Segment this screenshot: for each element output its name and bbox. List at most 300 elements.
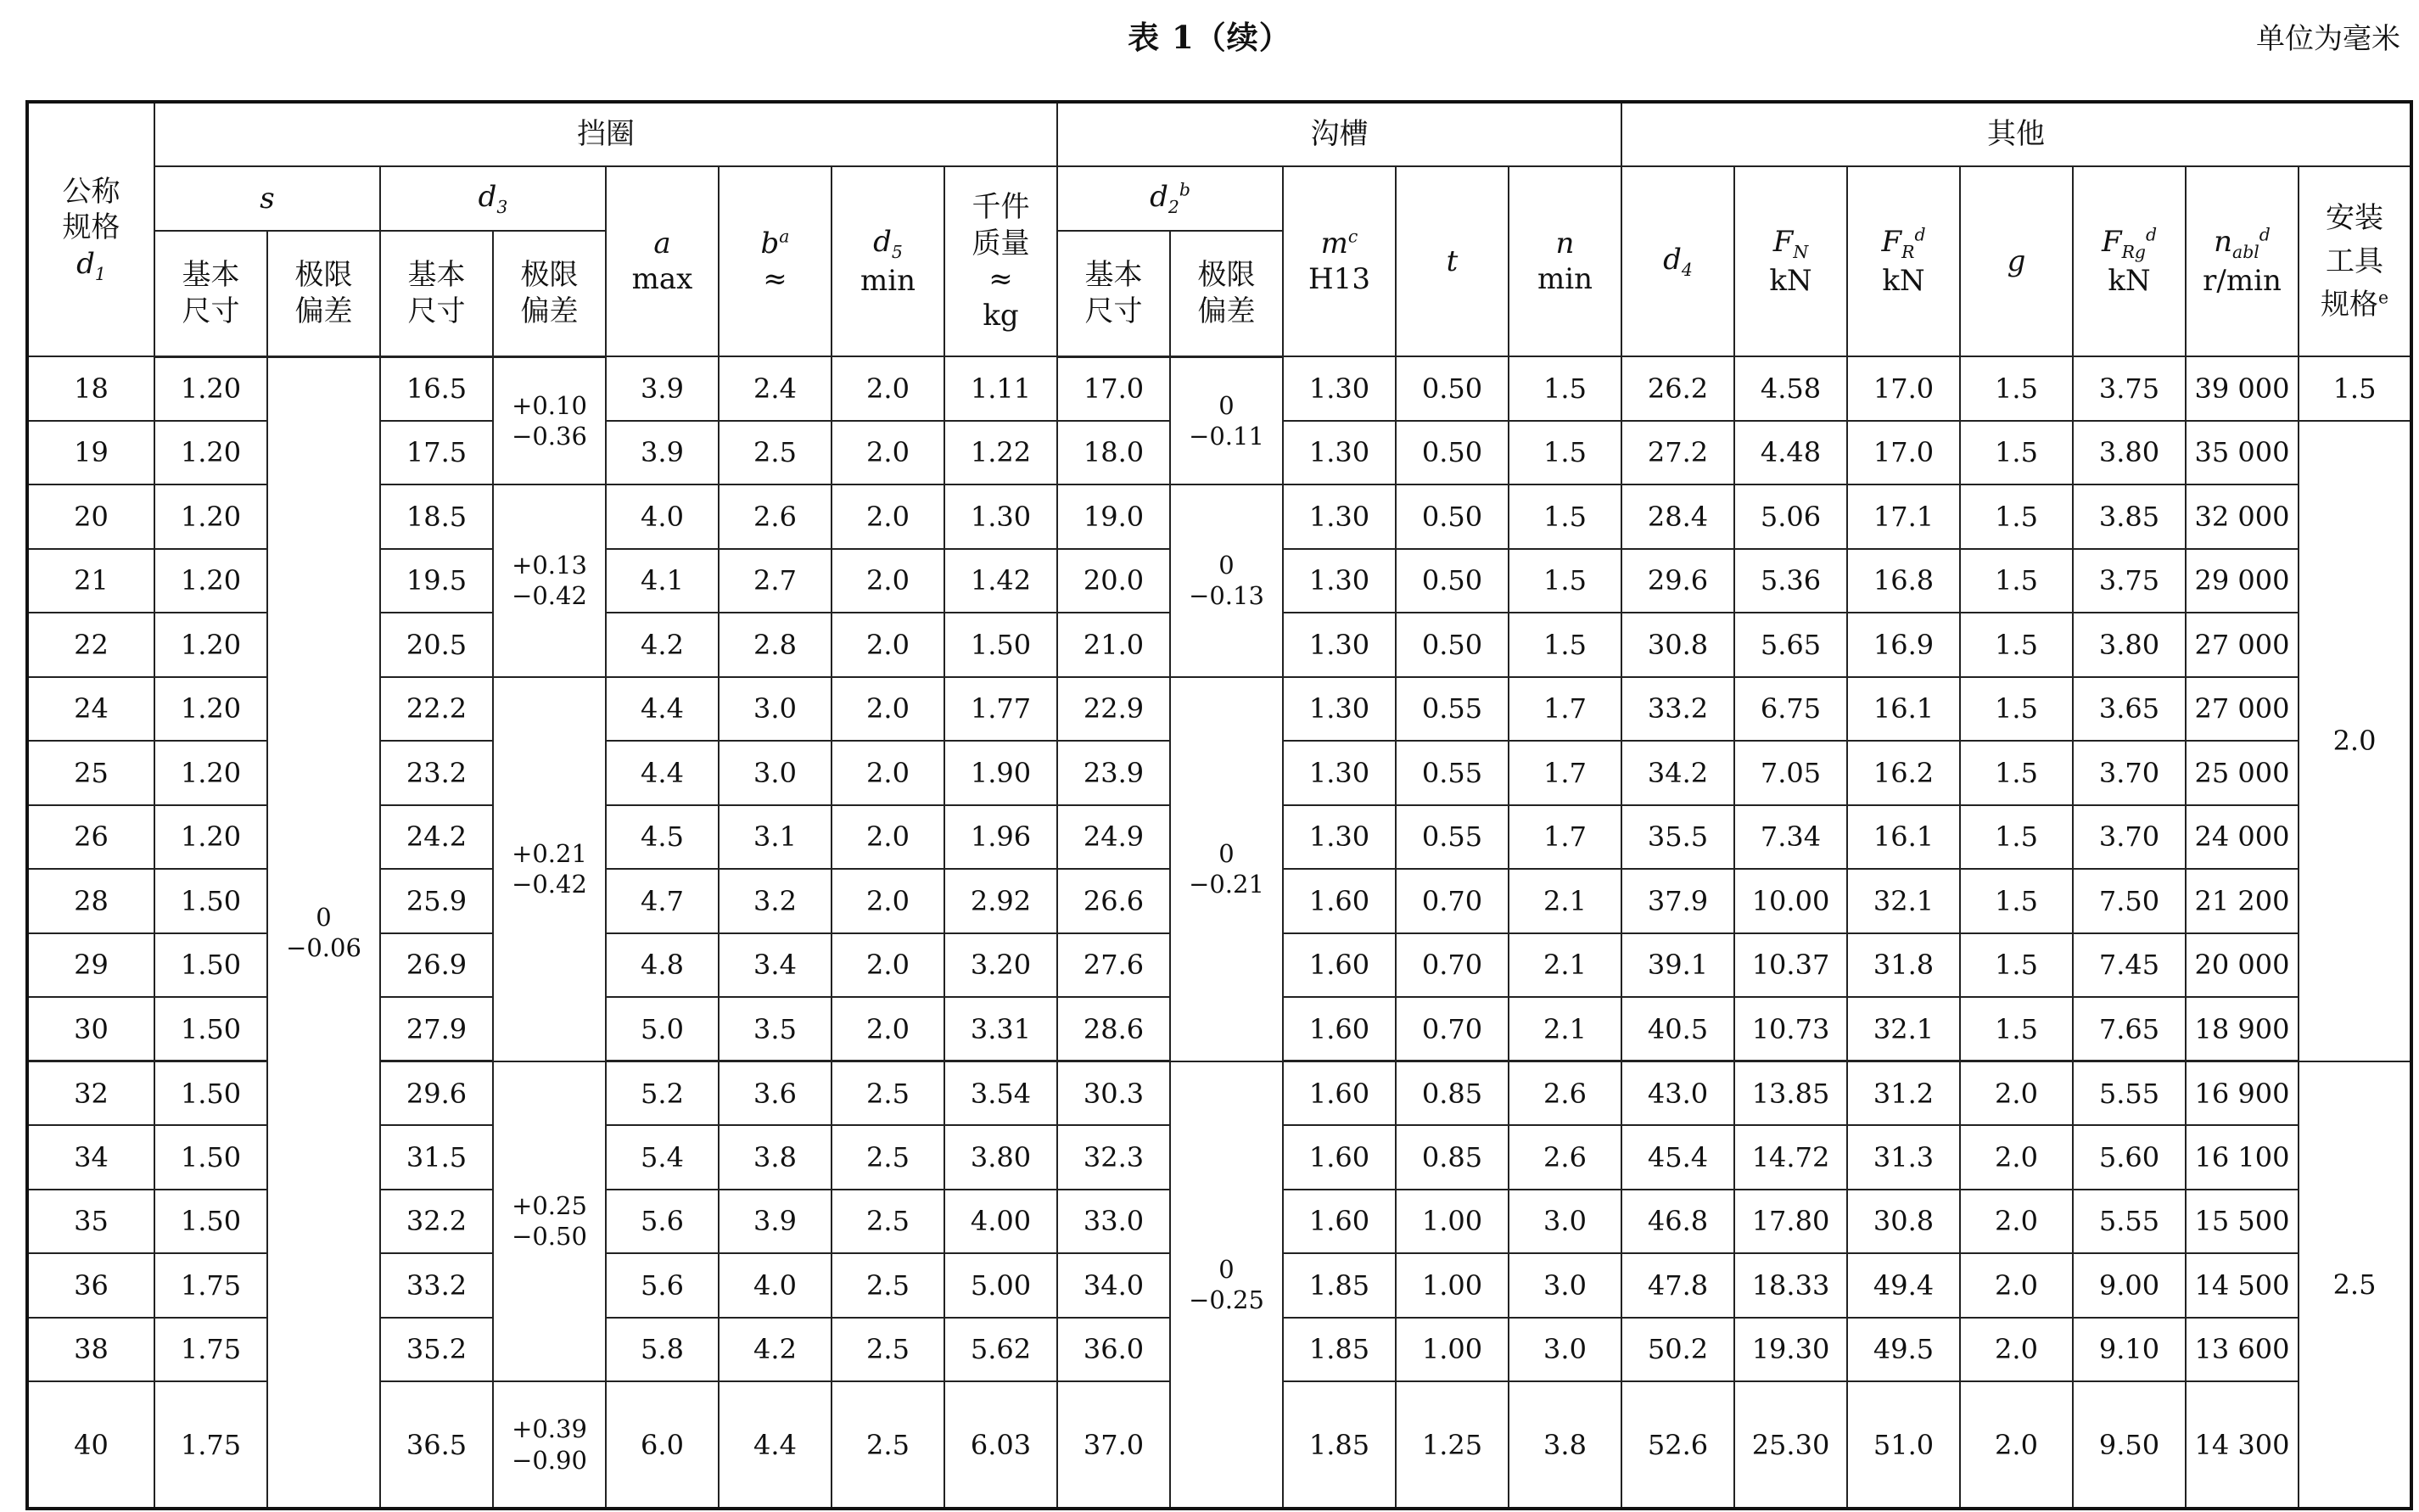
cell-d4: 34.2 [1621, 741, 1734, 805]
cell-fr: 31.3 [1847, 1125, 1960, 1190]
cell-g: 1.5 [1960, 421, 2073, 485]
cell-d4: 35.5 [1621, 805, 1734, 870]
header-nabl: $n_{abl}^d$ r/min [2186, 166, 2299, 356]
header-d3-limit: 极限 偏差 [493, 231, 606, 356]
cell-t: 0.50 [1396, 421, 1509, 485]
table-row [27, 356, 2411, 421]
cell-d1: 19 [27, 421, 154, 485]
cell-d5: 2.0 [832, 484, 944, 549]
cell-d2: 33.0 [1057, 1190, 1170, 1254]
cell-s: 1.75 [154, 1318, 267, 1382]
cell-d4: 30.8 [1621, 613, 1734, 677]
cell-fr: 32.1 [1847, 997, 1960, 1061]
cell-nabl: 32 000 [2186, 484, 2299, 549]
cell-d3: 25.9 [380, 869, 493, 933]
cell-g: 1.5 [1960, 933, 2073, 998]
header-d3: $d_3$ [380, 166, 606, 231]
cell-n: 1.5 [1509, 549, 1621, 613]
header-d2: $d_2^b$ [1057, 166, 1283, 231]
cell-fn: 4.58 [1734, 356, 1847, 421]
header-t: t [1396, 166, 1509, 356]
cell-b: 4.0 [719, 1253, 832, 1318]
cell-m: 1.30 [1283, 356, 1396, 421]
cell-d1: 24 [27, 677, 154, 742]
table-row [27, 484, 2411, 549]
cell-frg: 3.75 [2073, 549, 2186, 613]
cell-d4: 33.2 [1621, 677, 1734, 742]
cell-n: 2.6 [1509, 1061, 1621, 1126]
cell-frg: 3.80 [2073, 613, 2186, 677]
cell-a: 5.0 [606, 997, 719, 1061]
cell-d2: 32.3 [1057, 1125, 1170, 1190]
cell-mass: 3.54 [944, 1061, 1057, 1126]
cell-fn: 18.33 [1734, 1253, 1847, 1318]
cell-d2: 24.9 [1057, 805, 1170, 870]
cell-nabl: 24 000 [2186, 805, 2299, 870]
cell-a: 3.9 [606, 421, 719, 485]
cell-b: 3.0 [719, 677, 832, 742]
cell-b: 2.7 [719, 549, 832, 613]
cell-n: 3.8 [1509, 1381, 1621, 1509]
cell-b: 2.6 [719, 484, 832, 549]
cell-d4: 27.2 [1621, 421, 1734, 485]
cell-d5: 2.0 [832, 356, 944, 421]
cell-mass: 1.42 [944, 549, 1057, 613]
cell-d2-tol: 0 −0.21 [1170, 677, 1283, 1061]
cell-b: 3.2 [719, 869, 832, 933]
cell-s: 1.50 [154, 1190, 267, 1254]
cell-mass: 1.90 [944, 741, 1057, 805]
cell-mass: 1.96 [944, 805, 1057, 870]
cell-d5: 2.0 [832, 677, 944, 742]
cell-d5: 2.0 [832, 933, 944, 998]
cell-t: 0.55 [1396, 805, 1509, 870]
cell-nabl: 21 200 [2186, 869, 2299, 933]
cell-s: 1.50 [154, 869, 267, 933]
cell-t: 1.25 [1396, 1381, 1509, 1509]
cell-d5: 2.0 [832, 805, 944, 870]
cell-d1: 38 [27, 1318, 154, 1382]
cell-a: 5.2 [606, 1061, 719, 1126]
cell-d3-tol: +0.21 −0.42 [493, 677, 606, 1061]
table-row [27, 1061, 2411, 1126]
cell-b: 2.4 [719, 356, 832, 421]
header-s-basic: 基本 尺寸 [154, 231, 267, 356]
cell-a: 5.6 [606, 1190, 719, 1254]
header-n: n min [1509, 166, 1621, 356]
cell-g: 1.5 [1960, 356, 2073, 421]
cell-d5: 2.0 [832, 741, 944, 805]
cell-d3: 31.5 [380, 1125, 493, 1190]
cell-s: 1.20 [154, 484, 267, 549]
cell-fn: 14.72 [1734, 1125, 1847, 1190]
cell-nabl: 27 000 [2186, 613, 2299, 677]
cell-nabl: 27 000 [2186, 677, 2299, 742]
cell-a: 4.5 [606, 805, 719, 870]
cell-m: 1.60 [1283, 933, 1396, 998]
cell-nabl: 14 300 [2186, 1381, 2299, 1509]
header-nominal-line2: 规格 [62, 210, 120, 245]
cell-fn: 5.65 [1734, 613, 1847, 677]
cell-mass: 5.62 [944, 1318, 1057, 1382]
cell-d3: 17.5 [380, 421, 493, 485]
cell-frg: 9.10 [2073, 1318, 2186, 1382]
cell-d4: 50.2 [1621, 1318, 1734, 1382]
cell-d3: 35.2 [380, 1318, 493, 1382]
cell-fr: 31.2 [1847, 1061, 1960, 1126]
cell-fr: 49.4 [1847, 1253, 1960, 1318]
unit-note: 单位为毫米 [2256, 22, 2400, 56]
cell-n: 1.7 [1509, 741, 1621, 805]
cell-n: 3.0 [1509, 1253, 1621, 1318]
cell-m: 1.30 [1283, 805, 1396, 870]
header-a: a max [606, 166, 719, 356]
cell-d1: 20 [27, 484, 154, 549]
cell-d5: 2.0 [832, 997, 944, 1061]
cell-g: 2.0 [1960, 1381, 2073, 1509]
header-s-limit: 极限 偏差 [267, 231, 380, 356]
cell-d5: 2.5 [832, 1190, 944, 1254]
cell-g: 1.5 [1960, 484, 2073, 549]
cell-nabl: 35 000 [2186, 421, 2299, 485]
cell-frg: 7.65 [2073, 997, 2186, 1061]
cell-d3-tol: +0.10 −0.36 [493, 356, 606, 484]
cell-d2: 26.6 [1057, 869, 1170, 933]
cell-d5: 2.0 [832, 613, 944, 677]
cell-a: 5.4 [606, 1125, 719, 1190]
cell-t: 0.50 [1396, 549, 1509, 613]
header-d4: $d_4$ [1621, 166, 1734, 356]
cell-g: 2.0 [1960, 1125, 2073, 1190]
cell-b: 3.6 [719, 1061, 832, 1126]
cell-t: 0.55 [1396, 741, 1509, 805]
header-d5: $d_5$ min [832, 166, 944, 356]
cell-fr: 30.8 [1847, 1190, 1960, 1254]
cell-nabl: 13 600 [2186, 1318, 2299, 1382]
cell-d2: 19.0 [1057, 484, 1170, 549]
cell-d1: 18 [27, 356, 154, 421]
cell-fn: 5.36 [1734, 549, 1847, 613]
cell-n: 1.5 [1509, 356, 1621, 421]
cell-t: 0.70 [1396, 997, 1509, 1061]
cell-s: 1.20 [154, 677, 267, 742]
cell-d3: 33.2 [380, 1253, 493, 1318]
cell-d2: 28.6 [1057, 997, 1170, 1061]
header-group-other: 其他 [1621, 102, 2411, 166]
cell-d5: 2.0 [832, 549, 944, 613]
cell-g: 1.5 [1960, 805, 2073, 870]
cell-d3: 24.2 [380, 805, 493, 870]
cell-d1: 32 [27, 1061, 154, 1126]
cell-g: 1.5 [1960, 549, 2073, 613]
header-nominal-symbol: $d_1$ [76, 246, 106, 284]
cell-t: 1.00 [1396, 1253, 1509, 1318]
cell-frg: 5.55 [2073, 1061, 2186, 1126]
cell-fn: 13.85 [1734, 1061, 1847, 1126]
cell-n: 1.7 [1509, 805, 1621, 870]
cell-mass: 3.31 [944, 997, 1057, 1061]
cell-d4: 43.0 [1621, 1061, 1734, 1126]
cell-fn: 6.75 [1734, 677, 1847, 742]
cell-b: 3.0 [719, 741, 832, 805]
cell-d2: 23.9 [1057, 741, 1170, 805]
cell-d3-tol: +0.13 −0.42 [493, 484, 606, 677]
cell-s: 1.20 [154, 741, 267, 805]
cell-nabl: 25 000 [2186, 741, 2299, 805]
cell-mass: 2.92 [944, 869, 1057, 933]
header-d3-basic: 基本 尺寸 [380, 231, 493, 356]
cell-fn: 10.73 [1734, 997, 1847, 1061]
cell-nabl: 39 000 [2186, 356, 2299, 421]
table-row [27, 677, 2411, 742]
cell-fn: 5.06 [1734, 484, 1847, 549]
cell-nabl: 16 100 [2186, 1125, 2299, 1190]
cell-fr: 16.1 [1847, 805, 1960, 870]
cell-s: 1.50 [154, 997, 267, 1061]
cell-d2: 22.9 [1057, 677, 1170, 742]
cell-s: 1.50 [154, 1125, 267, 1190]
cell-nabl: 14 500 [2186, 1253, 2299, 1318]
cell-d1: 25 [27, 741, 154, 805]
cell-t: 1.00 [1396, 1190, 1509, 1254]
cell-d4: 47.8 [1621, 1253, 1734, 1318]
cell-a: 4.2 [606, 613, 719, 677]
cell-t: 0.85 [1396, 1061, 1509, 1126]
header-fn: $F_N$ kN [1734, 166, 1847, 356]
cell-d2: 20.0 [1057, 549, 1170, 613]
cell-s: 1.20 [154, 805, 267, 870]
cell-a: 6.0 [606, 1381, 719, 1509]
cell-m: 1.30 [1283, 741, 1396, 805]
cell-fn: 7.34 [1734, 805, 1847, 870]
cell-a: 5.6 [606, 1253, 719, 1318]
cell-mass: 5.00 [944, 1253, 1057, 1318]
cell-d1: 28 [27, 869, 154, 933]
cell-g: 1.5 [1960, 741, 2073, 805]
cell-m: 1.30 [1283, 421, 1396, 485]
cell-d3: 16.5 [380, 356, 493, 421]
cell-s: 1.20 [154, 421, 267, 485]
cell-d2: 18.0 [1057, 421, 1170, 485]
cell-d2: 36.0 [1057, 1318, 1170, 1382]
cell-t: 0.50 [1396, 484, 1509, 549]
cell-fr: 17.0 [1847, 356, 1960, 421]
cell-frg: 3.75 [2073, 356, 2186, 421]
cell-b: 3.9 [719, 1190, 832, 1254]
header-g: g [1960, 166, 2073, 356]
header-nominal-size [27, 102, 154, 356]
header-s: s [154, 166, 380, 231]
cell-d2: 30.3 [1057, 1061, 1170, 1126]
cell-fr: 31.8 [1847, 933, 1960, 998]
cell-mass: 1.50 [944, 613, 1057, 677]
cell-frg: 5.55 [2073, 1190, 2186, 1254]
cell-frg: 7.45 [2073, 933, 2186, 998]
header-frg: $F_{Rg}^d$ kN [2073, 166, 2186, 356]
header-d2-limit: 极限 偏差 [1170, 231, 1283, 356]
cell-mass: 1.77 [944, 677, 1057, 742]
cell-n: 1.7 [1509, 677, 1621, 742]
cell-nabl: 29 000 [2186, 549, 2299, 613]
cell-d1: 29 [27, 933, 154, 998]
cell-a: 3.9 [606, 356, 719, 421]
cell-fr: 17.1 [1847, 484, 1960, 549]
cell-g: 2.0 [1960, 1253, 2073, 1318]
cell-m: 1.85 [1283, 1318, 1396, 1382]
cell-d4: 40.5 [1621, 997, 1734, 1061]
cell-m: 1.60 [1283, 1125, 1396, 1190]
cell-d2-tol: 0 −0.11 [1170, 356, 1283, 484]
cell-t: 0.50 [1396, 356, 1509, 421]
cell-nabl: 15 500 [2186, 1190, 2299, 1254]
cell-m: 1.30 [1283, 484, 1396, 549]
cell-a: 5.8 [606, 1318, 719, 1382]
cell-s: 1.20 [154, 613, 267, 677]
cell-frg: 3.85 [2073, 484, 2186, 549]
cell-d3: 23.2 [380, 741, 493, 805]
cell-frg: 5.60 [2073, 1125, 2186, 1190]
cell-tool: 2.5 [2299, 1061, 2411, 1509]
cell-nabl: 18 900 [2186, 997, 2299, 1061]
cell-d4: 28.4 [1621, 484, 1734, 549]
cell-mass: 6.03 [944, 1381, 1057, 1509]
cell-a: 4.7 [606, 869, 719, 933]
cell-a: 4.1 [606, 549, 719, 613]
cell-n: 2.1 [1509, 933, 1621, 998]
cell-d4: 39.1 [1621, 933, 1734, 998]
cell-s: 1.75 [154, 1253, 267, 1318]
cell-fr: 32.1 [1847, 869, 1960, 933]
cell-d2-tol: 0 −0.13 [1170, 484, 1283, 677]
cell-frg: 3.70 [2073, 805, 2186, 870]
cell-d5: 2.0 [832, 421, 944, 485]
cell-d1: 40 [27, 1381, 154, 1509]
cell-t: 1.00 [1396, 1318, 1509, 1382]
cell-s: 1.20 [154, 356, 267, 421]
header-mass: 千件 质量 ≈ kg [944, 166, 1057, 356]
cell-frg: 9.00 [2073, 1253, 2186, 1318]
cell-b: 3.5 [719, 997, 832, 1061]
cell-n: 1.5 [1509, 421, 1621, 485]
cell-d3: 18.5 [380, 484, 493, 549]
cell-d1: 34 [27, 1125, 154, 1190]
cell-mass: 1.30 [944, 484, 1057, 549]
cell-fr: 16.8 [1847, 549, 1960, 613]
cell-g: 1.5 [1960, 869, 2073, 933]
cell-b: 3.1 [719, 805, 832, 870]
cell-d5: 2.0 [832, 869, 944, 933]
cell-d2: 17.0 [1057, 356, 1170, 421]
cell-g: 1.5 [1960, 613, 2073, 677]
cell-fn: 19.30 [1734, 1318, 1847, 1382]
cell-g: 2.0 [1960, 1061, 2073, 1126]
cell-b: 2.5 [719, 421, 832, 485]
cell-d4: 26.2 [1621, 356, 1734, 421]
cell-s: 1.20 [154, 549, 267, 613]
header-b: $b^a$ ≈ [719, 166, 832, 356]
cell-a: 4.4 [606, 677, 719, 742]
cell-d3: 19.5 [380, 549, 493, 613]
cell-n: 2.6 [1509, 1125, 1621, 1190]
cell-a: 4.8 [606, 933, 719, 998]
cell-d3-tol: +0.39 −0.90 [493, 1381, 606, 1509]
cell-d2: 34.0 [1057, 1253, 1170, 1318]
cell-b: 3.4 [719, 933, 832, 998]
spec-table [25, 100, 2413, 1510]
cell-d5: 2.5 [832, 1381, 944, 1509]
cell-fn: 4.48 [1734, 421, 1847, 485]
cell-m: 1.60 [1283, 1190, 1396, 1254]
cell-b: 4.2 [719, 1318, 832, 1382]
cell-g: 2.0 [1960, 1190, 2073, 1254]
cell-d3: 26.9 [380, 933, 493, 998]
cell-fr: 51.0 [1847, 1381, 1960, 1509]
cell-n: 2.1 [1509, 997, 1621, 1061]
cell-d3: 22.2 [380, 677, 493, 742]
cell-fn: 7.05 [1734, 741, 1847, 805]
header-d2-basic: 基本 尺寸 [1057, 231, 1170, 356]
cell-fr: 49.5 [1847, 1318, 1960, 1382]
cell-t: 0.50 [1396, 613, 1509, 677]
cell-m: 1.60 [1283, 1061, 1396, 1126]
cell-tool: 2.0 [2299, 421, 2411, 1061]
table-title: 表 1（续） [1128, 19, 1291, 56]
cell-n: 3.0 [1509, 1318, 1621, 1382]
cell-mass: 1.11 [944, 356, 1057, 421]
cell-d3: 36.5 [380, 1381, 493, 1509]
cell-frg: 3.70 [2073, 741, 2186, 805]
cell-d1: 36 [27, 1253, 154, 1318]
cell-d4: 45.4 [1621, 1125, 1734, 1190]
cell-s-tol: 0 −0.06 [267, 356, 380, 1509]
cell-fr: 16.1 [1847, 677, 1960, 742]
cell-fr: 16.9 [1847, 613, 1960, 677]
cell-n: 3.0 [1509, 1190, 1621, 1254]
header-group-groove: 沟槽 [1057, 102, 1621, 166]
cell-d2-tol: 0 −0.25 [1170, 1061, 1283, 1509]
cell-s: 1.75 [154, 1381, 267, 1509]
header-nominal-line1: 公称 [62, 174, 120, 209]
cell-d4: 29.6 [1621, 549, 1734, 613]
cell-tool: 1.5 [2299, 356, 2411, 421]
cell-d2: 27.6 [1057, 933, 1170, 998]
cell-d1: 35 [27, 1190, 154, 1254]
cell-m: 1.60 [1283, 869, 1396, 933]
cell-nabl: 16 900 [2186, 1061, 2299, 1126]
cell-n: 2.1 [1509, 869, 1621, 933]
cell-d4: 46.8 [1621, 1190, 1734, 1254]
cell-d1: 30 [27, 997, 154, 1061]
cell-m: 1.85 [1283, 1253, 1396, 1318]
cell-m: 1.30 [1283, 677, 1396, 742]
cell-d3: 29.6 [380, 1061, 493, 1126]
cell-t: 0.70 [1396, 933, 1509, 998]
header-group-ring: 挡圈 [154, 102, 1057, 166]
cell-a: 4.0 [606, 484, 719, 549]
cell-t: 0.70 [1396, 869, 1509, 933]
cell-m: 1.60 [1283, 997, 1396, 1061]
cell-d5: 2.5 [832, 1061, 944, 1126]
cell-d5: 2.5 [832, 1253, 944, 1318]
cell-d3: 27.9 [380, 997, 493, 1061]
cell-t: 0.85 [1396, 1125, 1509, 1190]
cell-fr: 16.2 [1847, 741, 1960, 805]
cell-m: 1.30 [1283, 549, 1396, 613]
cell-b: 3.8 [719, 1125, 832, 1190]
cell-d1: 22 [27, 613, 154, 677]
cell-nabl: 20 000 [2186, 933, 2299, 998]
cell-b: 2.8 [719, 613, 832, 677]
